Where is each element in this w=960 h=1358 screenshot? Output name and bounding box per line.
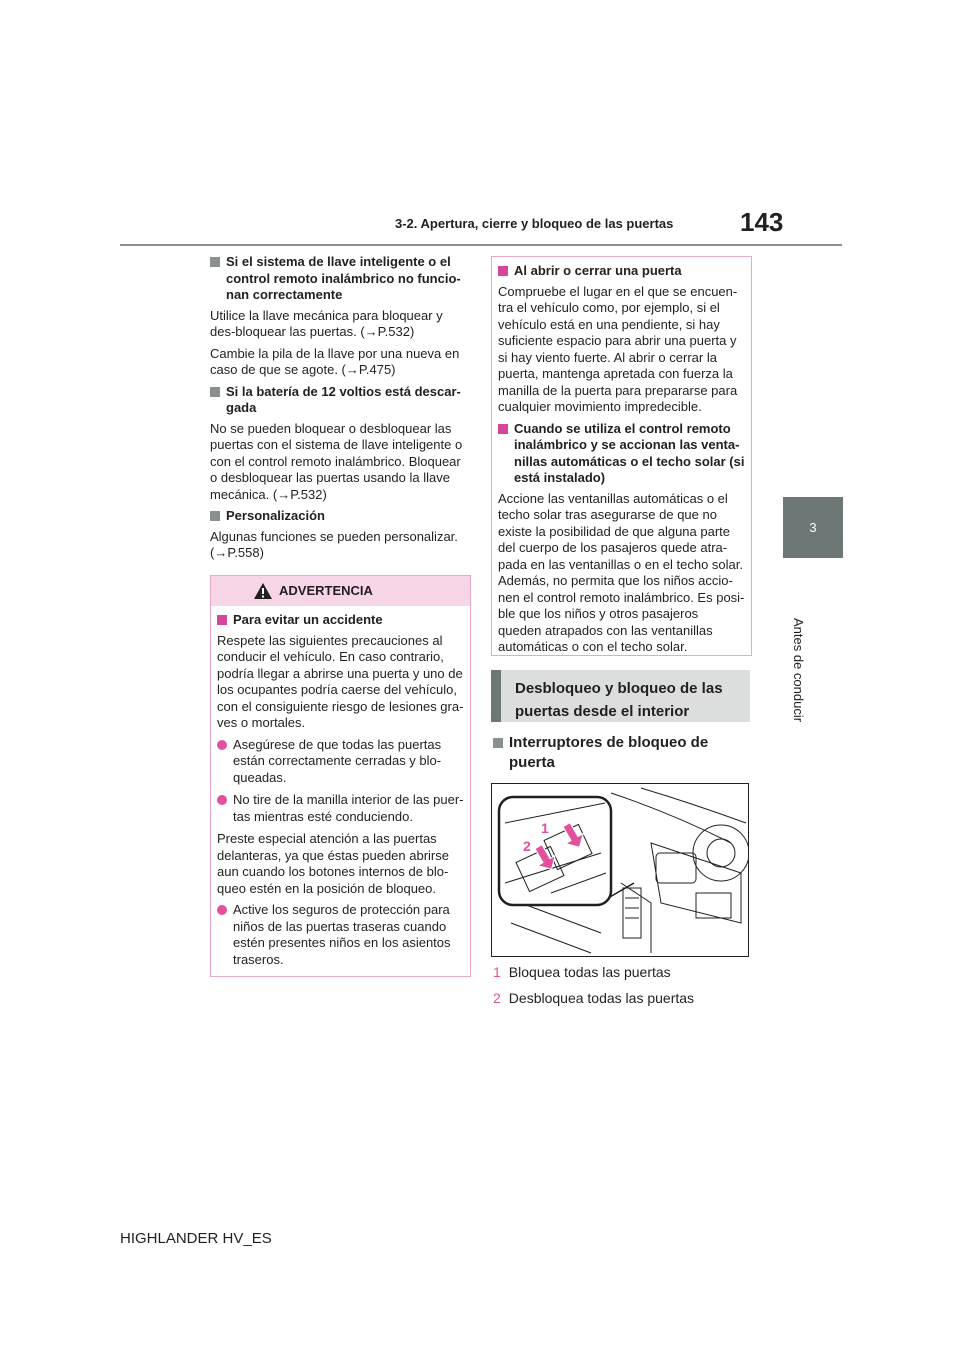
heading-battery: Si la batería de 12 voltios está descar-gada (210, 384, 468, 417)
sub-heading: Interruptores de bloqueo de puerta (493, 733, 743, 773)
label-2: 2 (523, 838, 531, 854)
chapter-label: Antes de conducir (791, 618, 806, 723)
square-bullet-icon (210, 387, 220, 397)
info-box (491, 256, 752, 656)
door-lock-switch-illustration (491, 783, 749, 957)
warning-triangle-icon (253, 582, 273, 600)
paragraph: Respete las siguientes precauciones al conducir el vehículo. En caso contrario, podría llegar a abrirse una puerta y uno de los ocupantes podría caerse del vehículo, con el consiguiente riesgo de lesiones gra-ves o mortales. (217, 632, 464, 730)
item-list (493, 963, 748, 1012)
square-bullet-icon (210, 511, 220, 521)
paragraph: No se pueden bloquear o desbloquear las puertas con el sistema de llave inteligente o con el control remoto inalámbrico. Bloquear o desbloquear las puertas usando la llave mecánica. (→P.532) (210, 420, 463, 502)
dot-bullet-icon (217, 795, 227, 805)
info-heading: Cuando se utiliza el control remoto inalámbrico y se accionan las venta-nillas automáticas o el techo solar (si está instalado) (498, 421, 745, 487)
warning-heading: Para evitar un accidente (217, 612, 464, 629)
heading-key-malfunction: Si el sistema de llave inteligente o el control remoto inalámbrico no funcio-nan correctamente (210, 254, 468, 304)
list-item: 1 Bloquea todas las puertas (493, 964, 671, 980)
header-section-title: 3-2. Apertura, cierre y bloqueo de las puertas (395, 216, 674, 231)
footer-model: HIGHLANDER HV_ES (120, 1230, 272, 1247)
square-bullet-icon (493, 738, 503, 748)
paragraph: Utilice la llave mecánica para bloquear y des-bloquear las puertas. (→P.532) (210, 307, 443, 339)
bullet-item: Asegúrese de que todas las puertas están correctamente cerradas y blo-queadas. (217, 737, 464, 787)
paragraph: Accione las ventanillas automáticas o el techo solar tras asegurarse de que no existe la posibilidad de que alguna parte del cuerpo de los pasajeros quede atra-pada en las ventanillas o en el techo solar. Además, no permita que los niños accio-nen el control remoto inalámbrico. Es posi-ble que los niños y otros pasajeros queden atrapados con las ventanillas automáticas o con el techo solar. (498, 490, 745, 654)
bullet-item: No tire de la manilla interior de las puer-tas mientras esté conduciendo. (217, 792, 464, 825)
header-rule (120, 244, 842, 246)
info-heading: Al abrir o cerrar una puerta (498, 263, 745, 280)
dot-bullet-icon (217, 740, 227, 750)
square-bullet-icon (210, 257, 220, 267)
heading-personalization: Personalización (210, 508, 468, 525)
left-column (210, 254, 468, 567)
paragraph: Algunas funciones se pueden personalizar. (→P.558) (210, 528, 458, 560)
list-item: 2 Desbloquea todas las puertas (493, 990, 695, 1006)
bullet-item: Active los seguros de protección para niños de las puertas traseras cuando estén presentes niños en los asientos traseros. (217, 902, 464, 968)
square-bullet-icon (498, 266, 508, 276)
paragraph: Preste especial atención a las puertas delanteras, ya que éstas pueden abrirse aun cuando los botones internos de blo-queo estén en la posición de bloqueo. (217, 831, 449, 896)
warning-header (211, 576, 470, 606)
paragraph: Compruebe el lugar en el que se encuen-tra el vehículo como, por ejemplo, si el vehículo está en una pendiente, si hay suficiente espacio para abrir una puerta y si hay viento fuerte. Al abrir o cerrar la puerta, mantenga apretada con fuerza la manilla de la puerta para prepararse para cualquier movimiento impredecible. (498, 283, 738, 414)
label-1: 1 (541, 820, 549, 836)
paragraph: Cambie la pila de la llave por una nueva en caso de que se agote. (→P.475) (210, 345, 460, 377)
section-heading: Desbloqueo y bloqueo de las puertas desde el interior (491, 670, 750, 722)
warning-box (210, 575, 471, 977)
square-bullet-icon (498, 424, 508, 434)
square-bullet-icon (217, 615, 227, 625)
page-number: 143 (740, 207, 784, 237)
chapter-tab: 3 (783, 497, 843, 558)
dot-bullet-icon (217, 905, 227, 915)
warning-title: ADVERTENCIA (279, 583, 373, 598)
